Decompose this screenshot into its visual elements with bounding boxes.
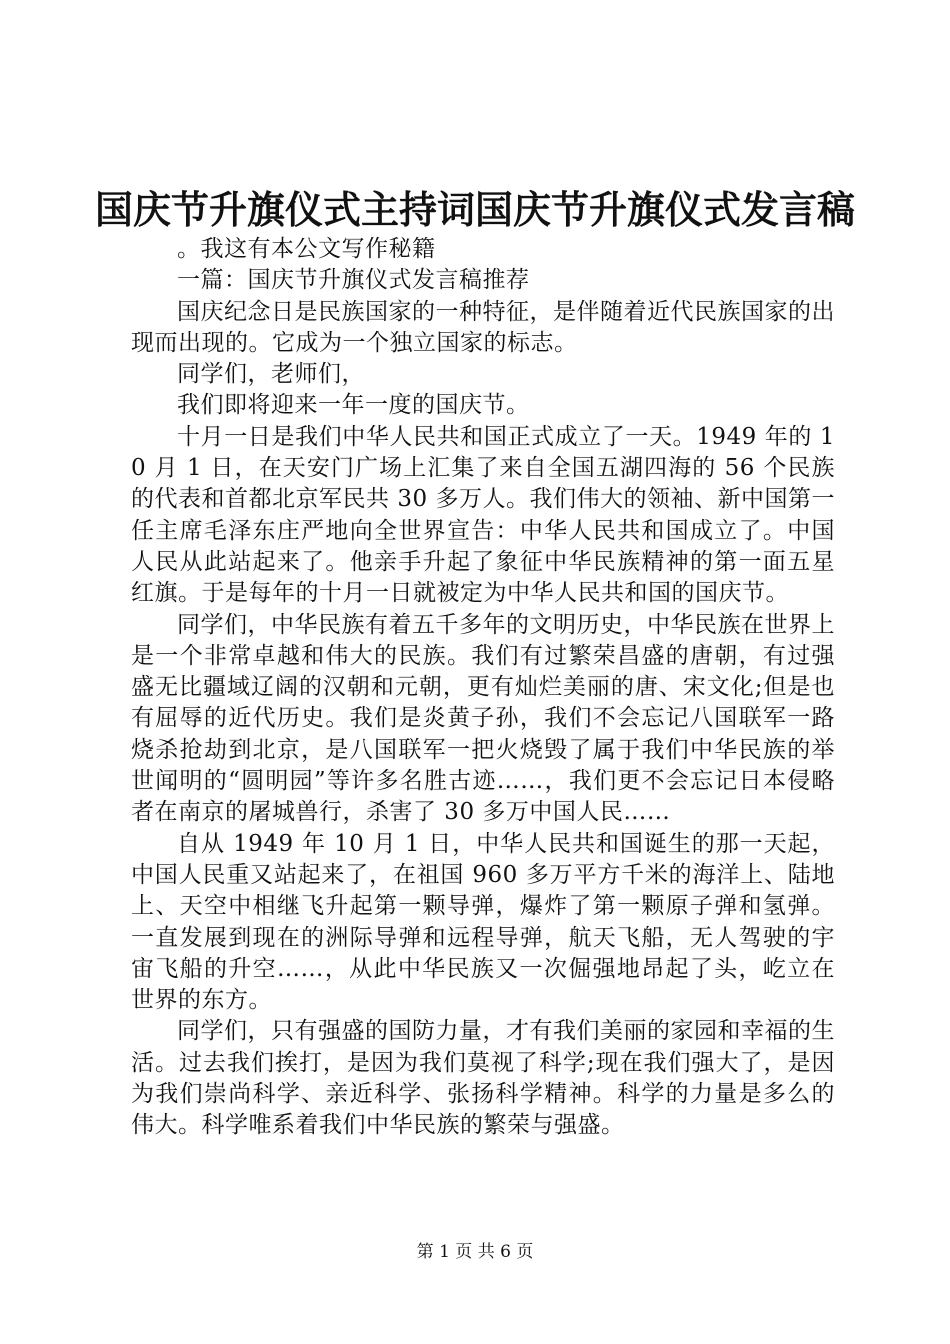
paragraph-founding-day: 十月一日是我们中华人民共和国正式成立了一天。1949 年的 10 月 1 日，在天安门广场上汇集了来自全国五湖四海的 56 个民族的代表和首都北京军民共 30 多万人。我们伟大的领袖、新中国第一任主席毛泽东庄严地向全世界宣告：中华人民共和国成立了。中国人民从此站起来了。他亲手升起了象征中华民族精神的第一面五星红旗。于是每年的十月一日就被定为中华人民共和国的国庆节。 — [131, 423, 835, 607]
document-title: 国庆节升旗仪式主持词国庆节升旗仪式发言稿 — [94, 187, 855, 232]
paragraph-intro-note: 。我这有本公文写作秘籍 — [177, 236, 436, 262]
paragraph-national-day-meaning: 国庆纪念日是民族国家的一种特征，是伴随着近代民族国家的出现而出现的。它成为一个独立国家的标志。 — [131, 298, 835, 356]
paragraph-development: 自从 1949 年 10 月 1 日，中华人民共和国诞生的那一天起，中国人民重又站起来了，在祖国 960 多万平方千米的海洋上、陆地上、天空中相继飞升起第一颗导弹，爆炸了第一颗原子弹和氢弹。一直发展到现在的洲际导弹和远程导弹，航天飞船，无人驾驶的宇宙飞船的升空……，从此中华民族又一次倔强地昂起了头，屹立在世界的东方。 — [131, 830, 835, 1014]
paragraph-greeting: 同学们，老师们， — [177, 361, 365, 388]
document-body — [131, 234, 835, 1142]
paragraph-history: 同学们，中华民族有着五千多年的文明历史，中华民族在世界上是一个非常卓越和伟大的民族。我们有过繁荣昌盛的唐朝，有过强盛无比疆域辽阔的汉朝和元朝，更有灿烂美丽的唐、宋文化;但是也有屈辱的近代历史。我们是炎黄子孙，我们不会忘记八国联军一路烧杀抢劫到北京，是八国联军一把火烧毁了属于我们中华民族的举世闻明的“圆明园”等许多名胜古迹……，我们更不会忘记日本侵略者在南京的屠城兽行，杀害了 30 多万中国人民…… — [131, 611, 835, 826]
paragraph-section-heading: 一篇：国庆节升旗仪式发言稿推荐 — [177, 267, 530, 294]
page-footer: 第 1 页 共 6 页 — [416, 1242, 534, 1262]
paragraph-science: 同学们，只有强盛的国防力量，才有我们美丽的家园和幸福的生活。过去我们挨打，是因为我们莫视了科学;现在我们强大了，是因为我们崇尚科学、亲近科学、张扬科学精神。科学的力量是多么的伟大。科学唯系着我们中华民族的繁荣与强盛。 — [131, 1018, 835, 1139]
paragraph-upcoming-holiday: 我们即将迎来一年一度的国庆节。 — [177, 392, 530, 419]
